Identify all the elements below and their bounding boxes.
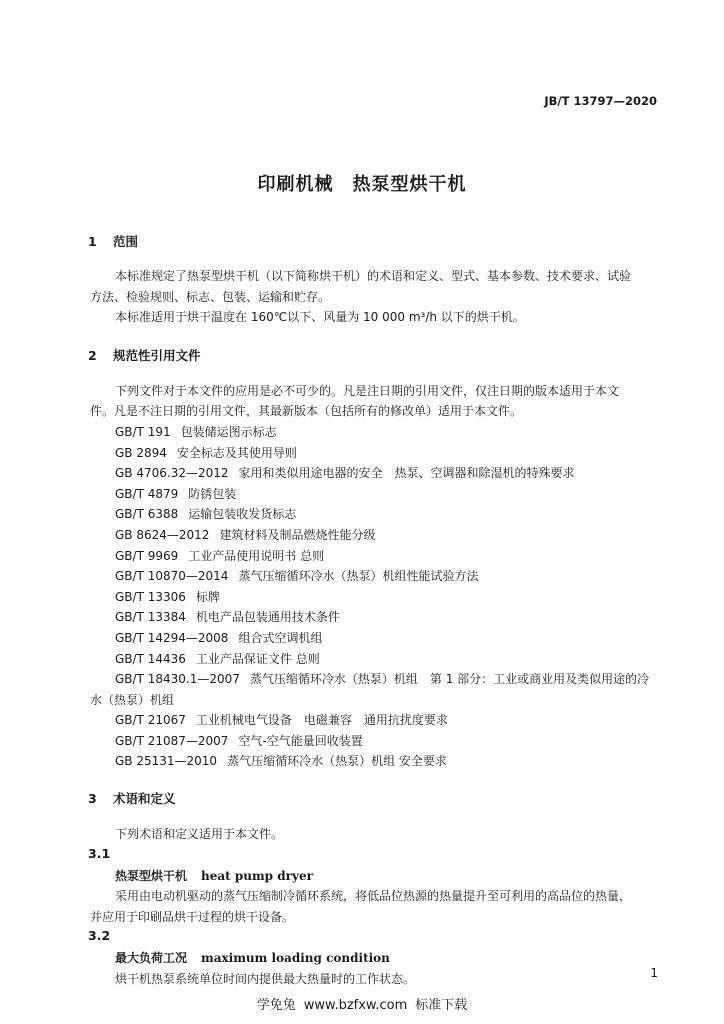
section-number: 1	[88, 234, 97, 249]
section-1-paragraph-line-1: 本标准规定了热泵型烘干机（以下简称烘干机）的术语和定义、型式、基本参数、技术要求、试验	[115, 269, 632, 283]
document-title: 印刷机械 热泵型烘干机	[257, 174, 467, 195]
reference-item-continuation: 水（热泵）机组	[90, 693, 175, 707]
standard-code: JB/T 13797—2020	[544, 94, 657, 108]
reference-item: GB/T 21087—2007 空气-空气能量回收装置	[115, 734, 363, 748]
section-3-intro: 下列术语和定义适用于本文件。	[115, 827, 284, 841]
section-number: 2	[88, 348, 97, 363]
section-title: 规范性引用文件	[113, 348, 201, 363]
reference-item: GB/T 191 包装储运图示标志	[115, 425, 277, 439]
term-definition: 烘干机热泵系统单位时间内提供最大热量时的工作状态。	[115, 972, 416, 986]
section-3-heading	[88, 789, 176, 807]
term-number: 3.1	[88, 846, 111, 861]
reference-item: GB 25131—2010 蒸气压缩循环冷水（热泵）机组 安全要求	[115, 754, 447, 768]
reference-item: GB/T 14436 工业产品保证文件 总则	[115, 652, 320, 666]
reference-item: GB/T 13306 标牌	[115, 590, 220, 604]
reference-item: GB/T 14294—2008 组合式空调机组	[115, 631, 323, 645]
section-2-intro-line-1: 下列文件对于本文件的应用是必不可少的。凡是注日期的引用文件，仅注日期的版本适用于本文	[115, 384, 620, 398]
section-1-paragraph-2: 本标准适用于烘干温度在 160℃以下、风量为 10 000 m³/h 以下的烘干机。	[115, 310, 525, 324]
section-title: 范围	[113, 234, 139, 249]
reference-item: GB/T 10870—2014 蒸气压缩循环冷水（热泵）机组性能试验方法	[115, 569, 479, 583]
watermark-url: www.bzfxw.com	[303, 998, 408, 1013]
term-title-en: heat pump dryer	[201, 869, 313, 883]
term-title-cn: 热泵型烘干机	[115, 869, 188, 883]
section-2-heading	[88, 346, 201, 364]
reference-item: GB 4706.32—2012 家用和类似用途电器的安全 热泵、空调器和除湿机的特殊要求	[115, 466, 575, 480]
watermark-text: 标准下载	[415, 998, 468, 1013]
reference-item: GB/T 4879 防锈包装	[115, 487, 237, 501]
reference-item: GB/T 9969 工业产品使用说明书 总则	[115, 549, 325, 563]
page-number: 1	[650, 966, 658, 980]
reference-item: GB/T 13384 机电产品包装通用技术条件	[115, 610, 340, 624]
reference-item: GB/T 18430.1—2007 蒸气压缩循环冷水（热泵）机组 第 1 部分：工业或商业用及类似用途的冷	[115, 672, 650, 686]
section-2-intro-line-2: 件。凡是不注日期的引用文件，其最新版本（包括所有的修改单）适用于本文件。	[90, 404, 523, 418]
term-title	[115, 867, 313, 884]
section-title: 术语和定义	[113, 791, 176, 806]
term-title-en: maximum loading condition	[201, 951, 390, 965]
section-number: 3	[88, 791, 97, 806]
reference-item: GB/T 21067 工业机械电气设备 电磁兼容 通用抗扰度要求	[115, 713, 448, 727]
term-definition-line-2: 并应用于印刷品烘干过程的烘干设备。	[90, 910, 295, 924]
reference-item: GB 8624—2012 建筑材料及制品燃烧性能分级	[115, 528, 376, 542]
term-title-cn: 最大负荷工况	[115, 951, 188, 965]
section-1-heading	[88, 232, 138, 250]
term-number: 3.2	[88, 928, 111, 943]
section-1-paragraph-line-2: 方法、检验规则、标志、包装、运输和贮存。	[90, 290, 331, 304]
reference-item: GB/T 6388 运输包装收发货标志	[115, 507, 297, 521]
watermark	[0, 994, 724, 1013]
term-title	[115, 949, 390, 966]
term-definition-line-1: 采用由电动机驱动的蒸气压缩制冷循环系统，将低品位热源的热量提升至可利用的高品位的热量，	[115, 889, 632, 903]
reference-item: GB 2894 安全标志及其使用导则	[115, 446, 297, 460]
watermark-text: 学免兔	[256, 998, 296, 1013]
